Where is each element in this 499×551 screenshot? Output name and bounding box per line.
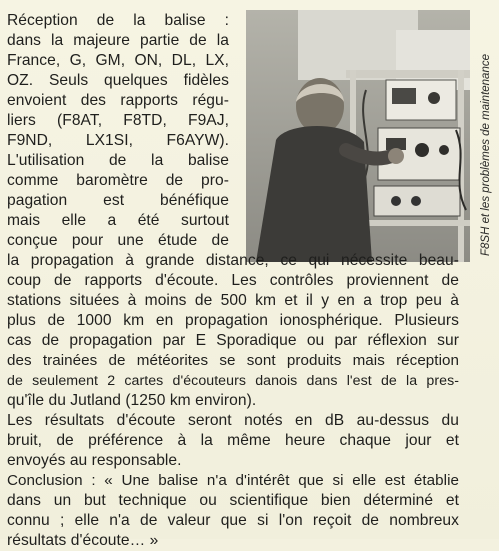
photo-caption: F8SH et les problèmes de maintenance [480, 54, 492, 256]
text-line: plus de 1000 km en propagation ionosphérique. Plusieurs [7, 312, 459, 329]
text-line: France, G, GM, ON, DL, LX, [7, 52, 229, 69]
text-line: qu'île du Jutland (1250 km environ). [7, 392, 257, 409]
photo-illustration [246, 10, 470, 262]
text-line: dans un but technique ou scientifique bien déterminé et [7, 492, 459, 509]
text-line: conçue pour une étude de [7, 232, 229, 249]
text-line: liers (F8AT, F8TD, F9AJ, [7, 112, 229, 129]
text-line: dans la majeure partie de la [7, 32, 229, 49]
text-line: L'utilisation de la balise [7, 152, 229, 169]
text-line: des trainées de météorites se sont produits mais réception [7, 352, 459, 369]
photo-operator-at-equipment [246, 10, 470, 262]
text-line: comme baromètre de pro- [7, 172, 229, 189]
text-line: stations situées à moins de 500 km et il y en a trop peu à [7, 292, 459, 309]
text-line: cas de propagation par E Sporadique ou par réflexion sur [7, 332, 459, 349]
text-line: F9ND, LX1SI, F6AYW). [7, 132, 229, 149]
text-line: résultats d'écoute… » [7, 532, 159, 549]
text-line: bruit, de préférence à la même heure chaque jour et [7, 432, 459, 449]
text-line: OZ. Seuls quelques fidèles [7, 72, 229, 89]
text-line: connu ; elle n'a de valeur que si l'on reçoit de nombreux [7, 512, 459, 529]
text-line: Les résultats d'écoute seront notés en dB au-dessus du [7, 412, 459, 429]
text-line: de seulement 2 cartes d'écouteurs danois dans l'est de la pres- [7, 373, 459, 389]
text-line: mais elle a été surtout [7, 212, 229, 229]
text-line: envoyés au responsable. [7, 452, 182, 469]
text-line: envoient des rapports régu- [7, 92, 229, 109]
text-line: Conclusion : « Une balise n'a d'intérêt que si elle est établie [7, 472, 459, 489]
text-line: Réception de la balise : [7, 12, 229, 29]
text-line: la propagation à grande distance, ce qui nécessite beau- [7, 252, 459, 269]
text-line: pagation est bénéfique [7, 192, 229, 209]
text-line: coup de rapports d'écoute. Les contrôles proviennent de [7, 272, 459, 289]
